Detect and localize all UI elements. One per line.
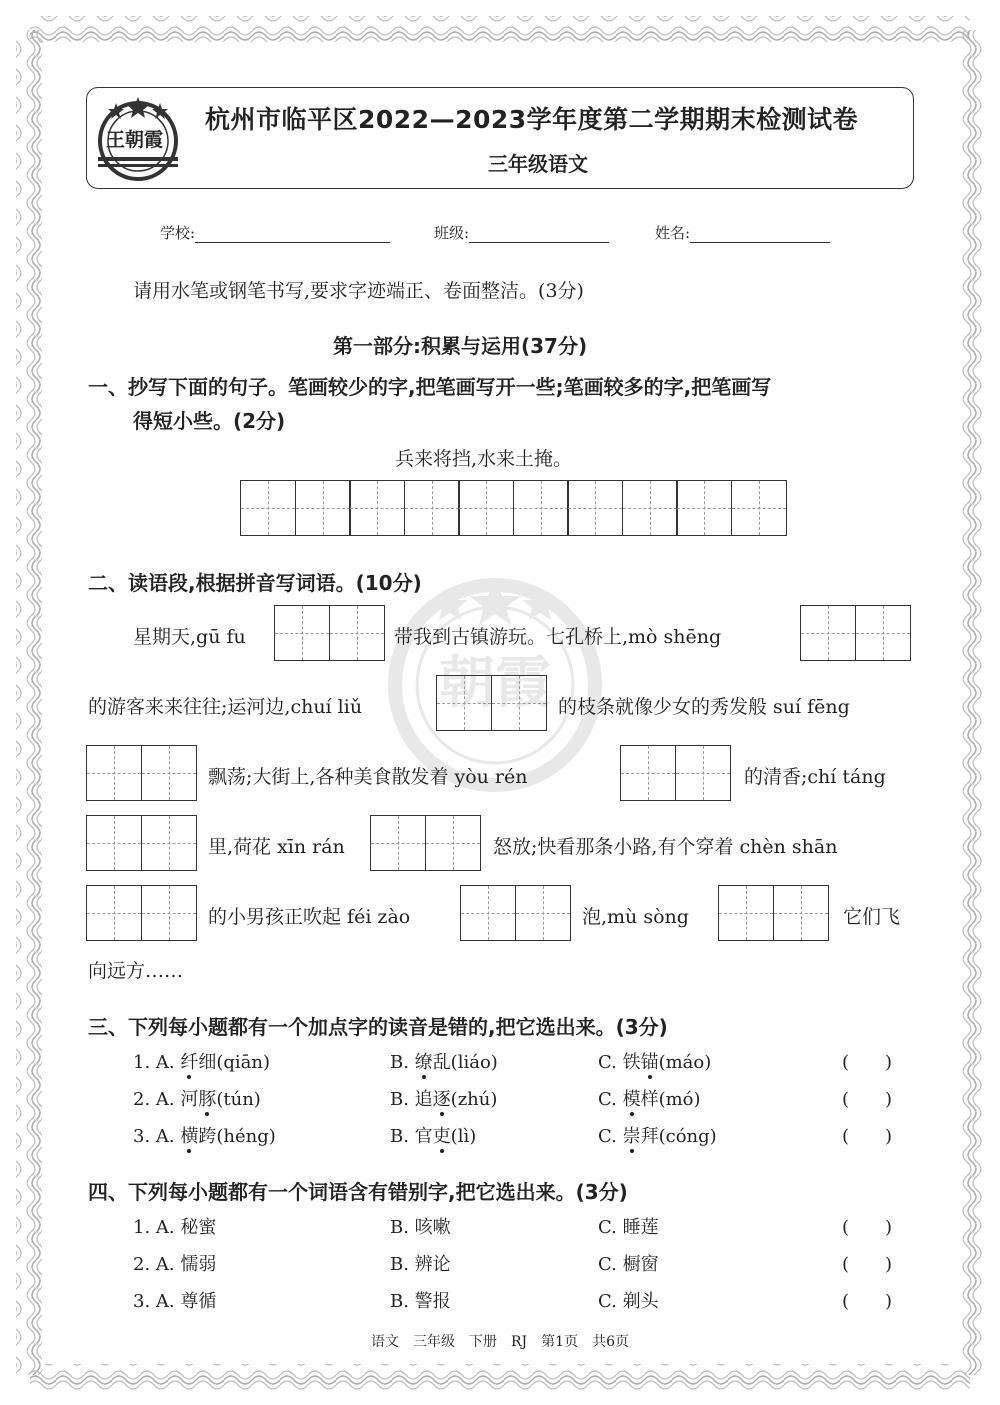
grid-cell[interactable] bbox=[458, 480, 514, 536]
grid-cell[interactable] bbox=[718, 885, 774, 941]
q3-1-answer[interactable]: ( ) bbox=[842, 1052, 893, 1073]
q2-line3-a: 飘荡;大街上,各种美食散发着 yòu rén bbox=[208, 766, 528, 788]
grid-cell[interactable] bbox=[513, 480, 569, 536]
school-label: 学校: bbox=[160, 224, 196, 242]
pinyin-box-suifeng[interactable] bbox=[86, 745, 197, 801]
class-label: 班级: bbox=[434, 224, 470, 242]
q4-1-answer[interactable]: ( ) bbox=[842, 1217, 893, 1238]
exam-subtitle: 三年级语文 bbox=[488, 152, 588, 176]
q3-1-a[interactable]: 1. A. 纤细(qiān) bbox=[133, 1052, 271, 1073]
school-blank[interactable] bbox=[195, 226, 390, 243]
q3-title: 三、下列每小题都有一个加点字的读音是错的,把它选出来。(3分) bbox=[88, 1015, 668, 1039]
q2-line5-a: 的小男孩正吹起 féi zào bbox=[208, 906, 411, 928]
q3-3-b[interactable]: B. 官吏(lì) bbox=[390, 1126, 477, 1147]
q1-sentence: 兵来将挡,水来土掩。 bbox=[395, 448, 573, 470]
q2-line1-a: 星期天,gū fu bbox=[133, 626, 246, 648]
pinyin-box-youren[interactable] bbox=[620, 745, 731, 801]
q4-1-c[interactable]: C. 睡莲 bbox=[598, 1217, 659, 1238]
q4-1-a[interactable]: 1. A. 秘蜜 bbox=[133, 1217, 217, 1238]
q2-line1-b: 带我到古镇游玩。七孔桥上,mò shēng bbox=[394, 626, 722, 648]
grid-cell[interactable] bbox=[425, 815, 481, 871]
pinyin-box-musong[interactable] bbox=[718, 885, 829, 941]
pinyin-box-chitang[interactable] bbox=[86, 815, 197, 871]
pinyin-box-xinran[interactable] bbox=[370, 815, 481, 871]
page-footer: 语文 三年级 下册 RJ 第1页 共6页 bbox=[371, 1334, 629, 1350]
q2-line5-b: 泡,mù sòng bbox=[582, 906, 689, 928]
exam-title: 杭州市临平区2022—2023学年度第二学期期末检测试卷 bbox=[205, 105, 859, 134]
q2-line4-b: 怒放;快看那条小路,有个穿着 chèn shān bbox=[493, 836, 838, 858]
q2-line3-b: 的清香;chí táng bbox=[744, 766, 886, 788]
pinyin-box-gufu[interactable] bbox=[274, 605, 385, 661]
q3-1-b[interactable]: B. 缭乱(liáo) bbox=[390, 1052, 498, 1073]
q4-1-b[interactable]: B. 咳嗽 bbox=[390, 1217, 451, 1238]
class-field[interactable] bbox=[434, 222, 609, 243]
part1-title: 第一部分:积累与运用(37分) bbox=[333, 334, 588, 358]
grid-cell[interactable] bbox=[436, 675, 492, 731]
grid-cell[interactable] bbox=[491, 675, 547, 731]
grid-cell[interactable] bbox=[274, 605, 330, 661]
grid-cell[interactable] bbox=[86, 815, 142, 871]
grid-cell[interactable] bbox=[567, 480, 623, 536]
q1-writing-grid[interactable] bbox=[240, 480, 787, 536]
grid-cell[interactable] bbox=[240, 480, 296, 536]
pinyin-box-chenshan[interactable] bbox=[86, 885, 197, 941]
q3-2-c[interactable]: C. 模样(mó) bbox=[598, 1089, 701, 1110]
instruction: 请用水笔或钢笔书写,要求字迹端正、卷面整洁。(3分) bbox=[133, 280, 584, 302]
school-field[interactable] bbox=[160, 222, 390, 243]
q3-3-answer[interactable]: ( ) bbox=[842, 1126, 893, 1147]
q3-2-a[interactable]: 2. A. 河豚(tún) bbox=[133, 1089, 261, 1110]
pinyin-box-chuiliu[interactable] bbox=[436, 675, 547, 731]
q1-title-cont: 得短小些。(2分) bbox=[133, 409, 286, 433]
grid-cell[interactable] bbox=[141, 745, 197, 801]
svg-text:朝霞: 朝霞 bbox=[439, 650, 551, 716]
q2-line4-a: 里,荷花 xīn rán bbox=[208, 836, 345, 858]
grid-cell[interactable] bbox=[622, 480, 678, 536]
name-field[interactable] bbox=[655, 222, 830, 243]
grid-cell[interactable] bbox=[349, 480, 405, 536]
q3-1-c[interactable]: C. 铁锚(máo) bbox=[598, 1052, 712, 1073]
q4-3-c[interactable]: C. 剃头 bbox=[598, 1291, 659, 1312]
grid-cell[interactable] bbox=[800, 605, 856, 661]
q4-3-a[interactable]: 3. A. 尊循 bbox=[133, 1291, 217, 1312]
q4-3-answer[interactable]: ( ) bbox=[842, 1291, 893, 1312]
q2-title: 二、读语段,根据拼音写词语。(10分) bbox=[88, 571, 422, 595]
q2-line5-c: 它们飞 bbox=[843, 906, 901, 928]
grid-cell[interactable] bbox=[141, 815, 197, 871]
pinyin-box-mosheng[interactable] bbox=[800, 605, 911, 661]
q3-2-answer[interactable]: ( ) bbox=[842, 1089, 893, 1110]
q4-title: 四、下列每小题都有一个词语含有错别字,把它选出来。(3分) bbox=[88, 1180, 628, 1204]
q2-line2-b: 的枝条就像少女的秀发般 suí fēng bbox=[558, 696, 850, 718]
grid-cell[interactable] bbox=[141, 885, 197, 941]
q4-2-a[interactable]: 2. A. 懦弱 bbox=[133, 1254, 217, 1275]
q3-3-a[interactable]: 3. A. 横跨(héng) bbox=[133, 1126, 276, 1147]
q3-3-c[interactable]: C. 崇拜(cóng) bbox=[598, 1126, 717, 1147]
grid-cell[interactable] bbox=[620, 745, 676, 801]
grid-cell[interactable] bbox=[329, 605, 385, 661]
grid-cell[interactable] bbox=[86, 745, 142, 801]
grid-cell[interactable] bbox=[676, 480, 732, 536]
pinyin-box-feizao[interactable] bbox=[460, 885, 571, 941]
q4-2-b[interactable]: B. 辨论 bbox=[390, 1254, 451, 1275]
grid-cell[interactable] bbox=[855, 605, 911, 661]
grid-cell[interactable] bbox=[370, 815, 426, 871]
grid-cell[interactable] bbox=[404, 480, 460, 536]
grid-cell[interactable] bbox=[515, 885, 571, 941]
grid-cell[interactable] bbox=[460, 885, 516, 941]
grid-cell[interactable] bbox=[675, 745, 731, 801]
q3-2-b[interactable]: B. 追逐(zhú) bbox=[390, 1089, 498, 1110]
grid-cell[interactable] bbox=[295, 480, 351, 536]
logo-text: 王朝霞 bbox=[106, 129, 164, 151]
name-label: 姓名: bbox=[655, 224, 691, 242]
grid-cell[interactable] bbox=[773, 885, 829, 941]
name-blank[interactable] bbox=[690, 226, 830, 243]
q4-2-c[interactable]: C. 橱窗 bbox=[598, 1254, 659, 1275]
q2-line2-a: 的游客来来往往;运河边,chuí liǔ bbox=[88, 696, 363, 718]
grid-cell[interactable] bbox=[86, 885, 142, 941]
grid-cell[interactable] bbox=[731, 480, 787, 536]
q4-3-b[interactable]: B. 警报 bbox=[390, 1291, 451, 1312]
q1-title: 一、抄写下面的句子。笔画较少的字,把笔画写开一些;笔画较多的字,把笔画写 bbox=[88, 375, 772, 399]
q2-line6: 向远方…… bbox=[88, 960, 184, 982]
class-blank[interactable] bbox=[469, 226, 609, 243]
q4-2-answer[interactable]: ( ) bbox=[842, 1254, 893, 1275]
